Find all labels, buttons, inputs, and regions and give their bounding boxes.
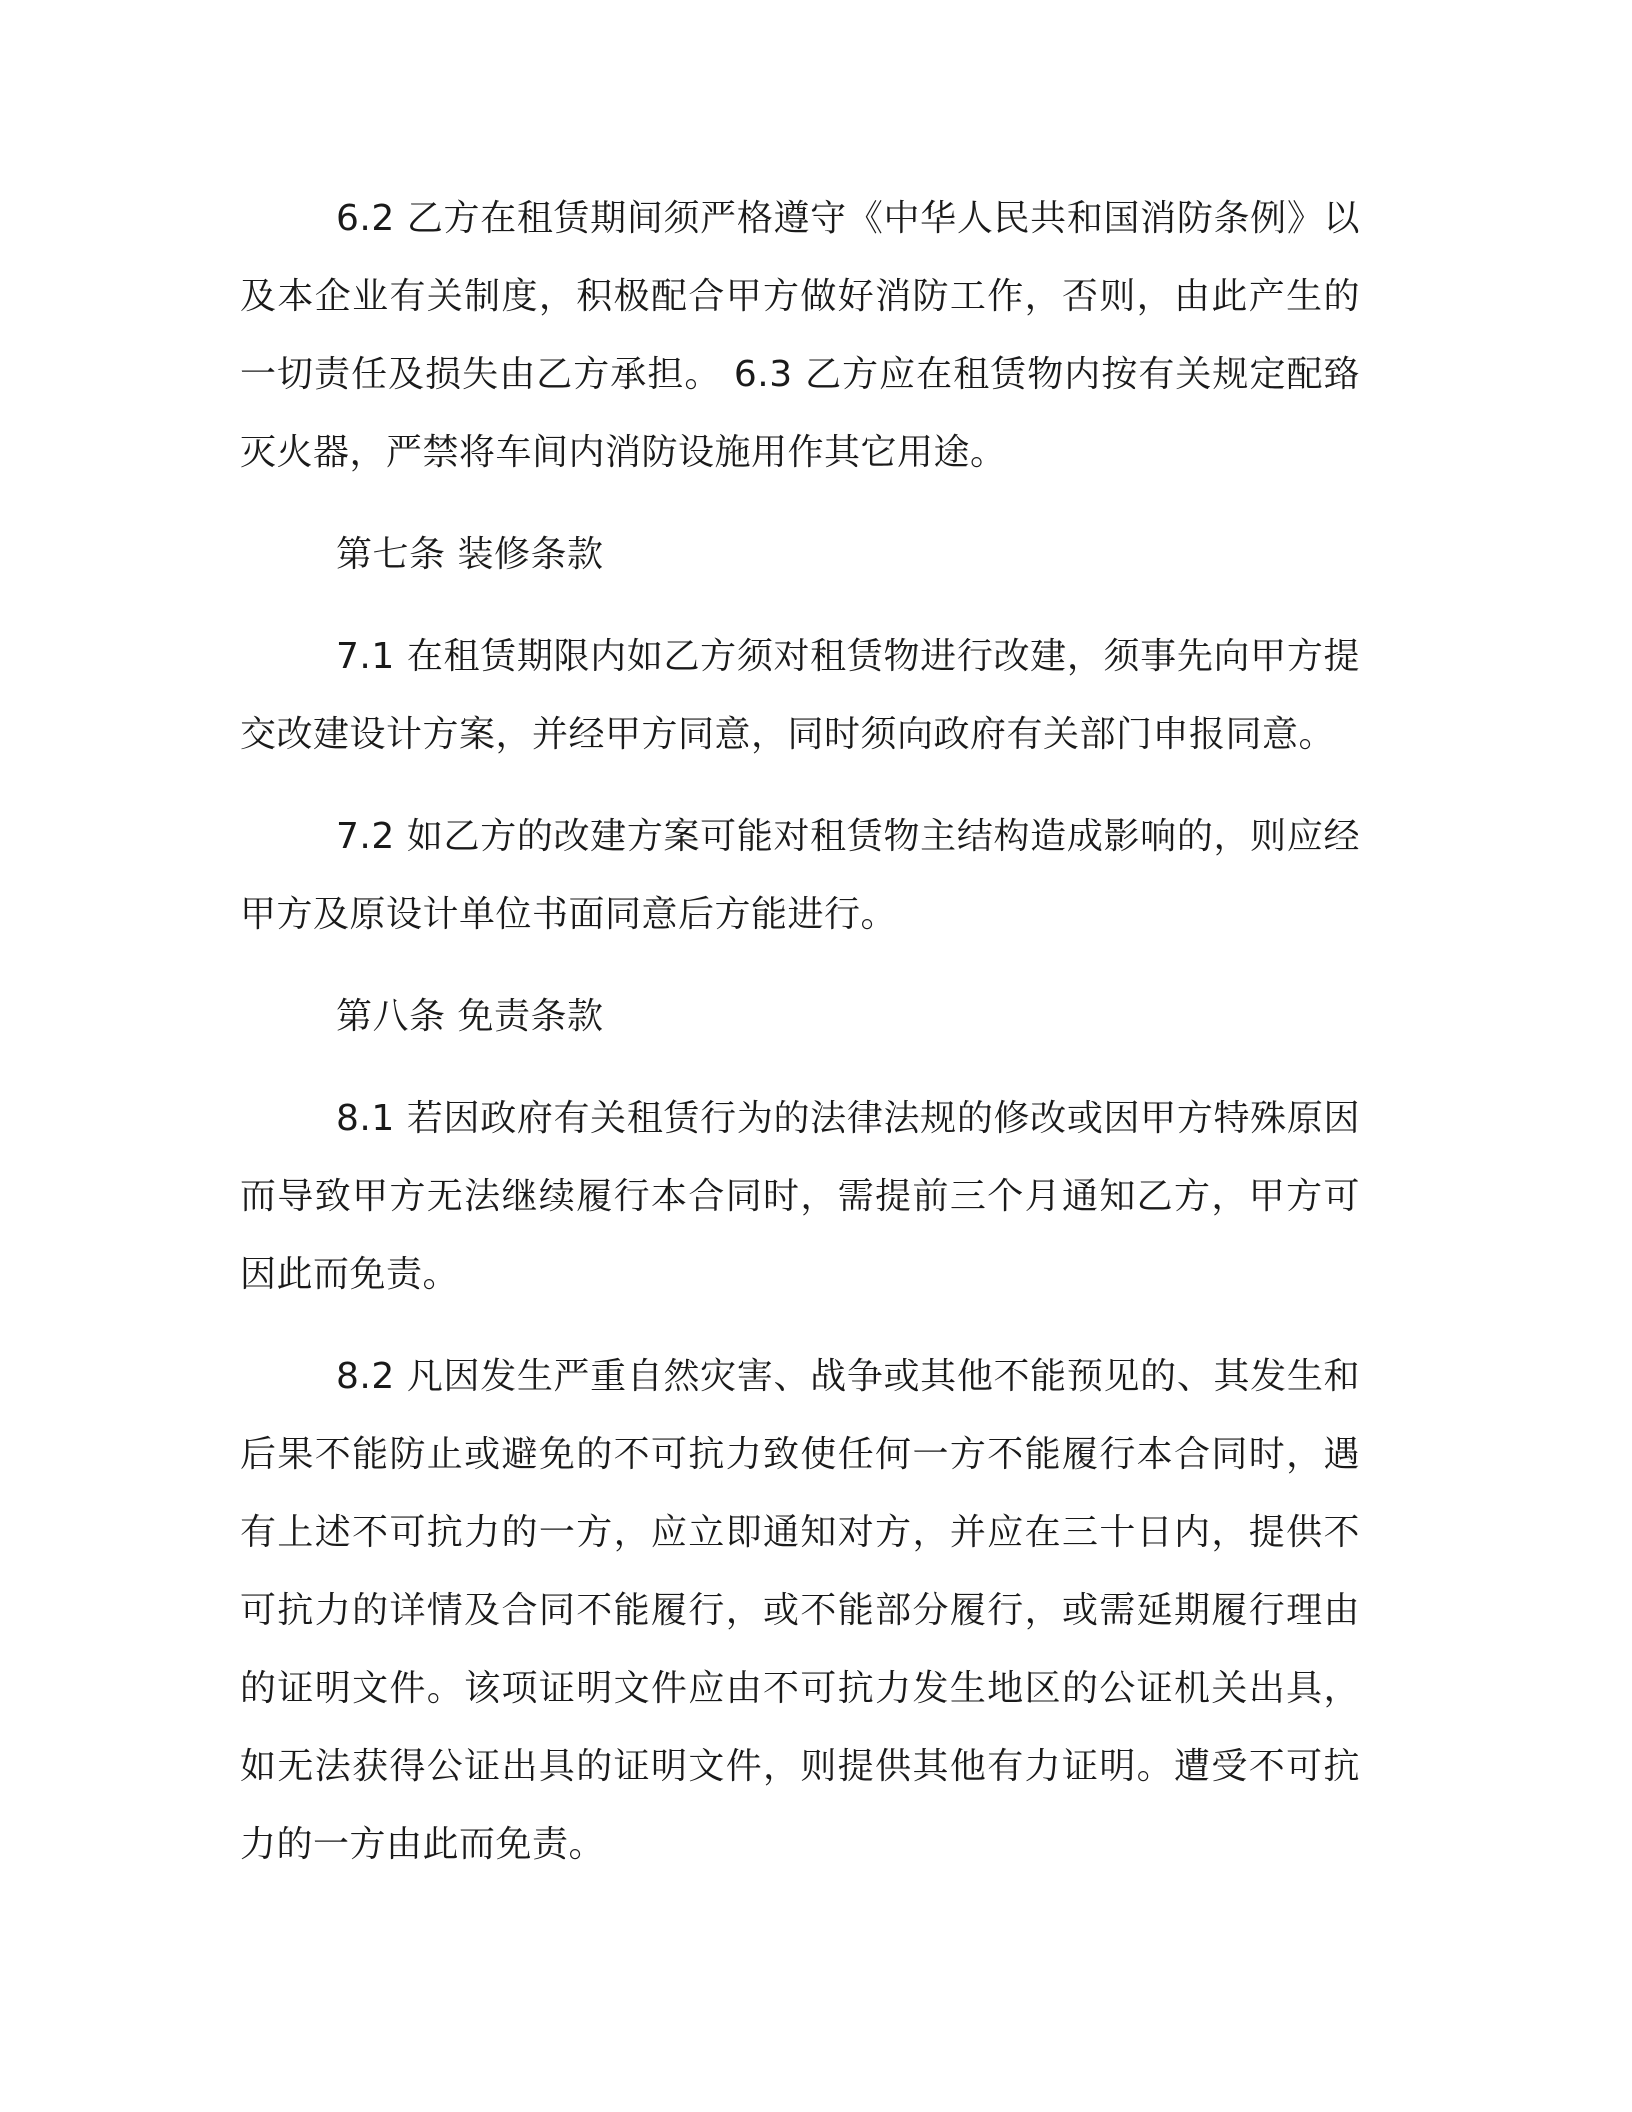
clause-7-1: 7.1 在租赁期限内如乙方须对租赁物进行改建，须事先向甲方提交改建设计方案，并经甲方同意，同时须向政府有关部门申报同意。 — [240, 636, 1360, 755]
clause-7-2: 7.2 如乙方的改建方案可能对租赁物主结构造成影响的，则应经甲方及原设计单位书面同意后方能进行。 — [240, 816, 1360, 935]
article-7-heading: 第七条 装修条款 — [336, 534, 604, 575]
article-8-heading: 第八条 免责条款 — [336, 996, 604, 1037]
document-body — [240, 180, 1360, 1908]
clause-8-1: 8.1 若因政府有关租赁行为的法律法规的修改或因甲方特殊原因而导致甲方无法继续履行本合同时，需提前三个月通知乙方，甲方可因此而免责。 — [240, 1098, 1360, 1295]
clause-8-2: 8.2 凡因发生严重自然灾害、战争或其他不能预见的、其发生和后果不能防止或避免的不可抗力致使任何一方不能履行本合同时，遇有上述不可抗力的一方，应立即通知对方，并应在三十日内，提供不可抗力的详情及合同不能履行，或不能部分履行，或需延期履行理由的证明文件。该项证明文件应由不可抗力发生地区的公证机关出具，如无法获得公证出具的证明文件，则提供其他有力证明。遭受不可抗力的一方由此而免责。 — [240, 1356, 1360, 1865]
clause-6-2-6-3: 6.2 乙方在租赁期间须严格遵守《中华人民共和国消防条例》以及本企业有关制度，积极配合甲方做好消防工作，否则，由此产生的一切责任及损失由乙方承担。 6.3 乙方应在租赁物内按有关规定配臵灭火器，严禁将车间内消防设施用作其它用途。 — [240, 198, 1360, 473]
